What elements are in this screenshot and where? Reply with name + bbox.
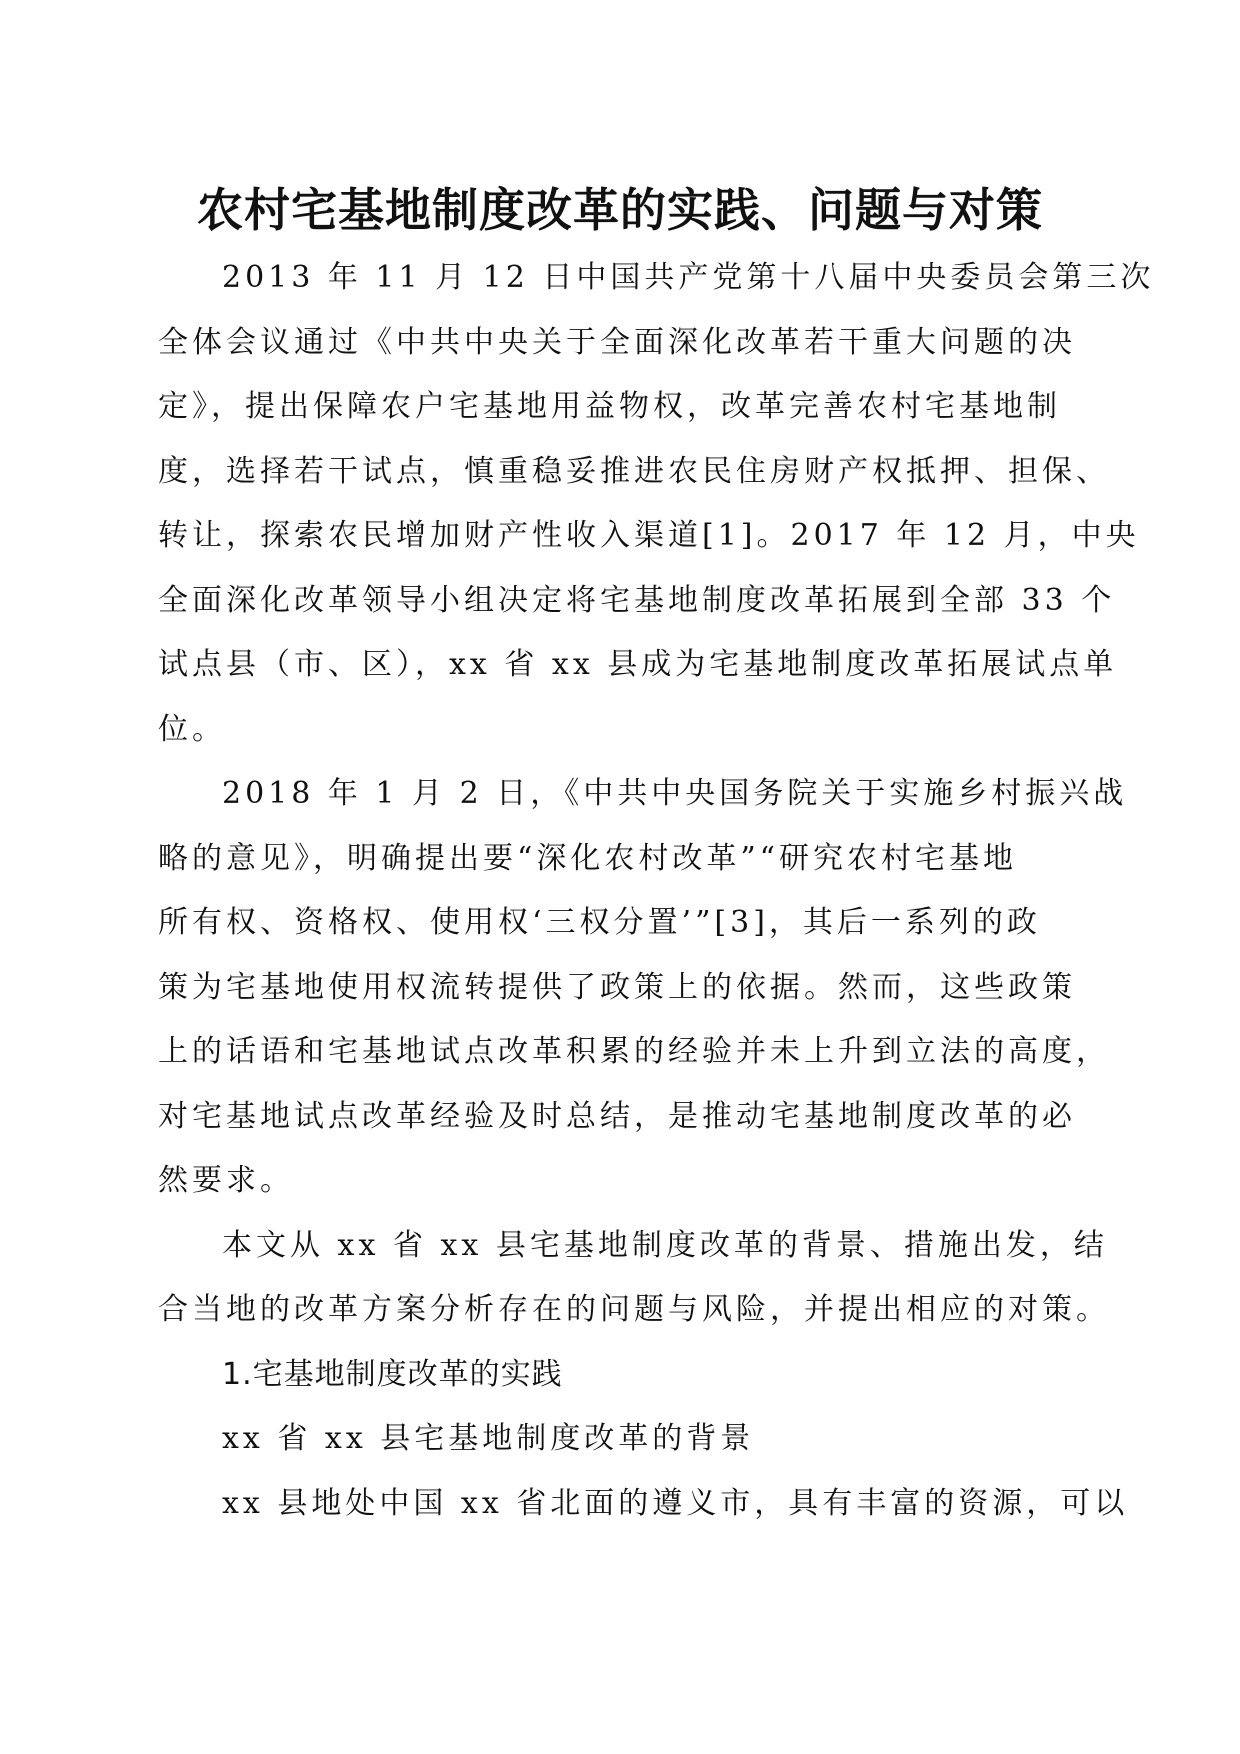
text-line: 全体会议通过《中共中央关于全面深化改革若干重大问题的决 [158, 324, 1076, 360]
text-line: 策为宅基地使用权流转提供了政策上的依据。然而，这些政策 [158, 969, 1076, 1005]
text-line: 全面深化改革领导小组决定将宅基地制度改革拓展到全部 33 个 [158, 582, 1116, 618]
text-line: 上的话语和宅基地试点改革积累的经验并未上升到立法的高度， [158, 1034, 1110, 1069]
text-line: 2013 年 11 月 12 日中国共产党第十八届中央委员会第三次 [222, 260, 1155, 295]
text-line: 所有权、资格权、使用权‘三权分置’”[3]，其后一系列的政 [158, 905, 1041, 940]
paragraph [158, 246, 1155, 762]
text-line: 合当地的改革方案分析存在的问题与风险，并提出相应的对策。 [158, 1292, 1110, 1327]
text-line: 度，选择若干试点，慎重稳妥推进农民住房财产权抵押、担保、 [158, 453, 1110, 489]
text-line: 2018 年 1 月 2 日，《中共中央国务院关于实施乡村振兴战 [222, 776, 1128, 811]
text-line: 本文从 xx 省 xx 县宅基地制度改革的背景、措施出发，结 [222, 1227, 1108, 1263]
document-title: 农村宅基地制度改革的实践、问题与对策 [197, 183, 1043, 237]
paragraph [158, 762, 1128, 1214]
text-line: 试点县（市、区），xx 省 xx 县成为宅基地制度改革拓展试点单 [158, 647, 1118, 682]
subsection-heading: xx 省 xx 县宅基地制度改革的背景 [222, 1421, 755, 1456]
paragraph [158, 1214, 1110, 1343]
text-line: 对宅基地试点改革经验及时总结，是推动宅基地制度改革的必 [158, 1098, 1076, 1134]
text-line: 然要求。 [158, 1163, 294, 1198]
text-line: xx 县地处中国 xx 省北面的遵义市，具有丰富的资源，可以 [222, 1485, 1129, 1521]
text-line: 定》，提出保障农户宅基地用益物权，改革完善农村宅基地制 [158, 389, 1061, 424]
text-line: 位。 [158, 711, 226, 747]
text-line: 转让，探索农民增加财产性收入渠道[1]。2017 年 12 月，中央 [158, 518, 1140, 553]
text-line: 略的意见》，明确提出要“深化农村改革”“研究农村宅基地 [158, 840, 1018, 876]
document-body [158, 246, 1155, 1536]
section-heading: 1.宅基地制度改革的实践 [222, 1356, 563, 1392]
